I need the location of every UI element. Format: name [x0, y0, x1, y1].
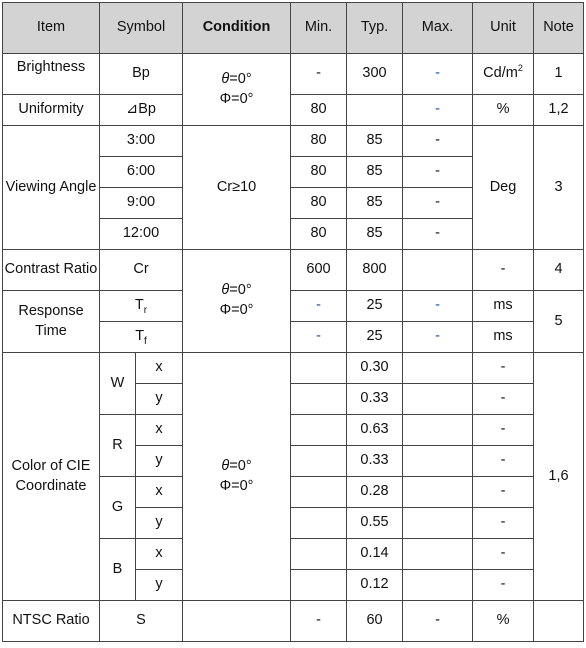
table-row-ntsc — [3, 601, 584, 642]
contrast-unit: - — [473, 250, 534, 291]
ntsc-condition — [183, 601, 291, 642]
condition-cell-1 — [183, 54, 291, 126]
viewing-angle-condition: Cr≥10 — [183, 126, 291, 250]
cie-max — [403, 508, 473, 539]
response-max: - — [403, 322, 473, 353]
contrast-note: 4 — [534, 250, 584, 291]
cie-min — [291, 508, 347, 539]
table-row-uniformity — [3, 95, 584, 126]
viewing-angle-min: 80 — [291, 219, 347, 250]
viewing-angle-symbol: 3:00 — [100, 126, 183, 157]
viewing-angle-note: 3 — [534, 126, 584, 250]
viewing-angle-max: - — [403, 219, 473, 250]
cie-note: 1,6 — [534, 353, 584, 601]
viewing-angle-symbol: 9:00 — [100, 188, 183, 219]
contrast-symbol: Cr — [100, 250, 183, 291]
cie-unit: - — [473, 446, 534, 477]
ntsc-note — [534, 601, 584, 642]
response-min: - — [291, 322, 347, 353]
condition-cell-2 — [183, 250, 291, 353]
cie-min — [291, 415, 347, 446]
table-row-brightness — [3, 54, 584, 95]
condition-cell-3 — [183, 353, 291, 601]
cie-axis: x — [136, 415, 183, 446]
condition-phi-3: Φ=0° — [219, 477, 254, 494]
cie-max — [403, 415, 473, 446]
condition-phi-2: Φ=0° — [219, 302, 254, 318]
uniformity-item: Uniformity — [3, 95, 100, 126]
viewing-angle-typ: 85 — [347, 219, 403, 250]
cie-color: W — [100, 353, 136, 415]
brightness-symbol: Bp — [100, 54, 183, 95]
condition-theta-1: θ=0° — [221, 70, 252, 87]
header-typ: Typ. — [347, 3, 403, 54]
response-min: - — [291, 291, 347, 322]
response-unit: ms — [473, 322, 534, 353]
cie-max — [403, 384, 473, 415]
condition-theta-3: θ=0° — [221, 457, 252, 474]
brightness-unit: $Cd/m^2$ — [473, 54, 534, 95]
brightness-max: - — [403, 54, 473, 95]
viewing-angle-symbol: 6:00 — [100, 157, 183, 188]
response-typ: 25 — [347, 322, 403, 353]
header-unit: Unit — [473, 3, 534, 54]
table-row-response — [3, 291, 584, 322]
condition-phi-1: Φ=0° — [219, 90, 254, 107]
uniformity-note: 1,2 — [534, 95, 584, 126]
cie-unit: - — [473, 508, 534, 539]
response-symbol: $T_r$ — [100, 291, 183, 322]
header-row — [3, 3, 584, 54]
cie-min — [291, 477, 347, 508]
uniformity-unit: % — [473, 95, 534, 126]
cie-min — [291, 446, 347, 477]
cie-min — [291, 539, 347, 570]
cie-item: Color of CIE Coordinate — [3, 353, 100, 601]
cie-axis: y — [136, 508, 183, 539]
uniformity-max: - — [403, 95, 473, 126]
contrast-max — [403, 250, 473, 291]
header-item: Item — [3, 3, 100, 54]
ntsc-item: NTSC Ratio — [3, 601, 100, 642]
cie-min — [291, 570, 347, 601]
cie-max — [403, 353, 473, 384]
cie-max — [403, 477, 473, 508]
cie-max — [403, 539, 473, 570]
cie-axis: y — [136, 570, 183, 601]
response-item: Response Time — [3, 291, 100, 353]
viewing-angle-item: Viewing Angle — [3, 126, 100, 250]
uniformity-symbol: ⊿Bp — [100, 95, 183, 126]
cie-axis: y — [136, 384, 183, 415]
cie-typ: 0.33 — [347, 446, 403, 477]
cie-unit: - — [473, 477, 534, 508]
cie-axis: x — [136, 353, 183, 384]
cie-typ: 0.33 — [347, 384, 403, 415]
cie-axis: x — [136, 477, 183, 508]
table-row-contrast — [3, 250, 584, 291]
viewing-angle-typ: 85 — [347, 126, 403, 157]
brightness-item: Brightness — [3, 54, 100, 95]
optical-spec-table — [2, 2, 584, 642]
cie-color: G — [100, 477, 136, 539]
ntsc-typ: 60 — [347, 601, 403, 642]
cie-max — [403, 446, 473, 477]
cie-unit: - — [473, 353, 534, 384]
contrast-item: Contrast Ratio — [3, 250, 100, 291]
condition-theta-2: θ=0° — [221, 282, 252, 299]
spec-table-wrapper — [2, 2, 584, 642]
response-max: - — [403, 291, 473, 322]
cie-typ: 0.14 — [347, 539, 403, 570]
cie-min — [291, 353, 347, 384]
cie-max — [403, 570, 473, 601]
delta-angle-icon: ⊿ — [126, 101, 139, 118]
header-condition: Condition — [183, 3, 291, 54]
viewing-angle-max: - — [403, 188, 473, 219]
cie-typ: 0.55 — [347, 508, 403, 539]
viewing-angle-max: - — [403, 157, 473, 188]
header-min: Min. — [291, 3, 347, 54]
cie-unit: - — [473, 415, 534, 446]
viewing-angle-typ: 85 — [347, 157, 403, 188]
uniformity-min: 80 — [291, 95, 347, 126]
ntsc-min: - — [291, 601, 347, 642]
header-note: Note — [534, 3, 584, 54]
header-max: Max. — [403, 3, 473, 54]
viewing-angle-min: 80 — [291, 157, 347, 188]
viewing-angle-min: 80 — [291, 188, 347, 219]
table-row-cie — [3, 353, 584, 384]
cie-min — [291, 384, 347, 415]
brightness-note: 1 — [534, 54, 584, 95]
cie-typ: 0.28 — [347, 477, 403, 508]
cie-unit: - — [473, 384, 534, 415]
ntsc-unit: % — [473, 601, 534, 642]
response-typ: 25 — [347, 291, 403, 322]
response-note: 5 — [534, 291, 584, 353]
cie-axis: x — [136, 539, 183, 570]
brightness-typ: 300 — [347, 54, 403, 95]
contrast-min: 600 — [291, 250, 347, 291]
cie-typ: 0.30 — [347, 353, 403, 384]
viewing-angle-max: - — [403, 126, 473, 157]
table-row-viewing-angle — [3, 126, 584, 157]
viewing-angle-min: 80 — [291, 126, 347, 157]
cie-color: B — [100, 539, 136, 601]
viewing-angle-symbol: 12:00 — [100, 219, 183, 250]
viewing-angle-unit: Deg — [473, 126, 534, 250]
cie-unit: - — [473, 570, 534, 601]
cie-typ: 0.12 — [347, 570, 403, 601]
uniformity-typ — [347, 95, 403, 126]
brightness-min: - — [291, 54, 347, 95]
ntsc-max: - — [403, 601, 473, 642]
cie-axis: y — [136, 446, 183, 477]
viewing-angle-typ: 85 — [347, 188, 403, 219]
response-unit: ms — [473, 291, 534, 322]
cie-color: R — [100, 415, 136, 477]
response-symbol: $T_f$ — [100, 322, 183, 353]
cie-unit: - — [473, 539, 534, 570]
header-symbol: Symbol — [100, 3, 183, 54]
cie-typ: 0.63 — [347, 415, 403, 446]
ntsc-symbol: S — [100, 601, 183, 642]
contrast-typ: 800 — [347, 250, 403, 291]
